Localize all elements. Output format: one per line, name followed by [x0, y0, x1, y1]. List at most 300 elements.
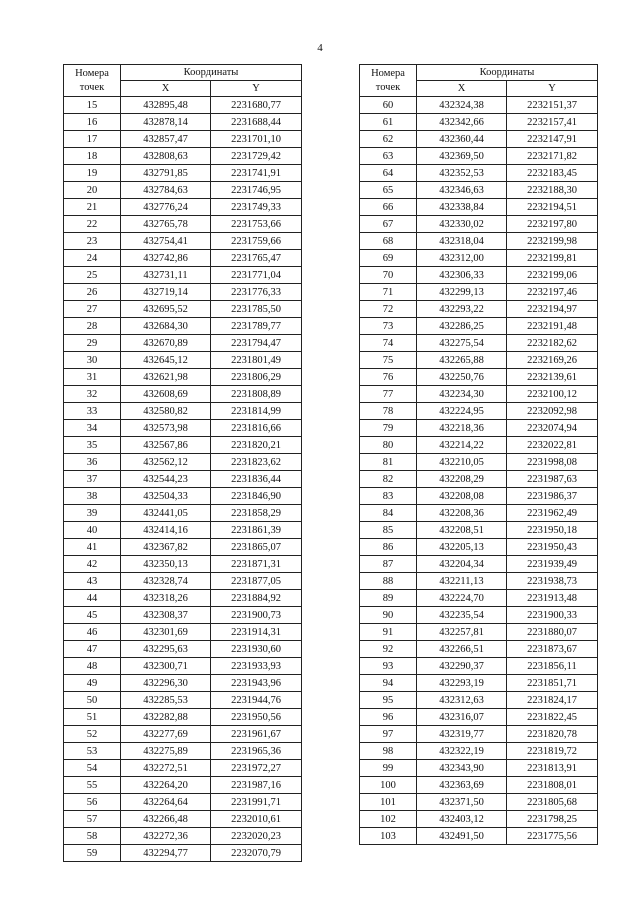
x-coordinate-cell: 432742,86 [121, 250, 211, 267]
point-number-cell: 53 [64, 743, 121, 760]
point-number-cell: 40 [64, 522, 121, 539]
y-coordinate-cell: 2231822,45 [507, 709, 598, 726]
point-number-cell: 32 [64, 386, 121, 403]
table-row [360, 97, 598, 114]
point-number-cell: 99 [360, 760, 417, 777]
table-row [64, 505, 302, 522]
point-number-cell: 15 [64, 97, 121, 114]
x-coordinate-cell: 432367,82 [121, 539, 211, 556]
y-coordinate-cell: 2231858,29 [211, 505, 302, 522]
y-coordinate-cell: 2232070,79 [211, 845, 302, 862]
table-row [360, 692, 598, 709]
point-number-cell: 83 [360, 488, 417, 505]
point-number-cell: 95 [360, 692, 417, 709]
point-number-cell: 76 [360, 369, 417, 386]
y-coordinate-cell: 2231816,66 [211, 420, 302, 437]
point-number-cell: 17 [64, 131, 121, 148]
table-row [360, 165, 598, 182]
x-coordinate-cell: 432275,89 [121, 743, 211, 760]
point-number-cell: 69 [360, 250, 417, 267]
table-row [360, 522, 598, 539]
x-coordinate-cell: 432441,05 [121, 505, 211, 522]
y-coordinate-cell: 2231846,90 [211, 488, 302, 505]
y-coordinate-cell: 2232171,82 [507, 148, 598, 165]
y-coordinate-cell: 2231794,47 [211, 335, 302, 352]
y-coordinate-cell: 2231962,49 [507, 505, 598, 522]
y-coordinate-cell: 2231729,42 [211, 148, 302, 165]
table-row [64, 607, 302, 624]
point-number-header-line1: Номера [75, 67, 109, 79]
x-coordinate-cell: 432670,89 [121, 335, 211, 352]
table-row [360, 556, 598, 573]
point-number-cell: 64 [360, 165, 417, 182]
y-coordinate-cell: 2231701,10 [211, 131, 302, 148]
x-coordinate-cell: 432234,30 [417, 386, 507, 403]
x-coordinate-cell: 432282,88 [121, 709, 211, 726]
table-row [64, 165, 302, 182]
point-number-cell: 19 [64, 165, 121, 182]
point-number-cell: 23 [64, 233, 121, 250]
y-column-header: Y [507, 81, 598, 97]
point-number-cell: 79 [360, 420, 417, 437]
table-row [360, 641, 598, 658]
point-number-cell: 57 [64, 811, 121, 828]
x-coordinate-cell: 432301,69 [121, 624, 211, 641]
y-coordinate-cell: 2232199,81 [507, 250, 598, 267]
table-row [360, 148, 598, 165]
table-row [360, 454, 598, 471]
point-number-cell: 71 [360, 284, 417, 301]
y-coordinate-cell: 2231785,50 [211, 301, 302, 318]
y-coordinate-cell: 2231961,67 [211, 726, 302, 743]
y-coordinate-cell: 2231877,05 [211, 573, 302, 590]
y-coordinate-cell: 2231900,73 [211, 607, 302, 624]
point-number-cell: 84 [360, 505, 417, 522]
table-row [64, 760, 302, 777]
x-coordinate-cell: 432224,70 [417, 590, 507, 607]
x-coordinate-cell: 432235,54 [417, 607, 507, 624]
table-row [64, 488, 302, 505]
y-coordinate-cell: 2231865,07 [211, 539, 302, 556]
x-coordinate-cell: 432264,20 [121, 777, 211, 794]
x-coordinate-cell: 432544,23 [121, 471, 211, 488]
y-coordinate-cell: 2232197,80 [507, 216, 598, 233]
point-number-cell: 77 [360, 386, 417, 403]
y-coordinate-cell: 2231836,44 [211, 471, 302, 488]
point-number-cell: 88 [360, 573, 417, 590]
x-coordinate-cell: 432562,12 [121, 454, 211, 471]
table-row [64, 743, 302, 760]
point-number-cell: 59 [64, 845, 121, 862]
y-coordinate-cell: 2232022,81 [507, 437, 598, 454]
table-row [64, 233, 302, 250]
table-row [360, 335, 598, 352]
y-coordinate-cell: 2231861,39 [211, 522, 302, 539]
point-number-cell: 93 [360, 658, 417, 675]
x-coordinate-cell: 432290,37 [417, 658, 507, 675]
table-row [64, 590, 302, 607]
x-coordinate-cell: 432878,14 [121, 114, 211, 131]
point-number-cell: 102 [360, 811, 417, 828]
y-coordinate-cell: 2231759,66 [211, 233, 302, 250]
point-number-cell: 91 [360, 624, 417, 641]
point-number-cell: 86 [360, 539, 417, 556]
y-coordinate-cell: 2231972,27 [211, 760, 302, 777]
x-coordinate-cell: 432573,98 [121, 420, 211, 437]
table-row [360, 216, 598, 233]
y-coordinate-cell: 2232100,12 [507, 386, 598, 403]
point-number-cell: 56 [64, 794, 121, 811]
x-coordinate-cell: 432211,13 [417, 573, 507, 590]
y-coordinate-cell: 2231813,91 [507, 760, 598, 777]
coordinates-table-right [359, 64, 598, 845]
x-coordinate-cell: 432218,36 [417, 420, 507, 437]
point-number-header-line2: точек [375, 81, 401, 93]
point-number-cell: 82 [360, 471, 417, 488]
table-row [64, 454, 302, 471]
x-coordinate-cell: 432275,54 [417, 335, 507, 352]
point-number-cell: 94 [360, 675, 417, 692]
point-number-cell: 39 [64, 505, 121, 522]
x-coordinate-cell: 432208,51 [417, 522, 507, 539]
x-coordinate-cell: 432312,00 [417, 250, 507, 267]
table-row [360, 709, 598, 726]
point-number-cell: 58 [64, 828, 121, 845]
y-coordinate-cell: 2231965,36 [211, 743, 302, 760]
point-number-cell: 90 [360, 607, 417, 624]
point-number-cell: 62 [360, 131, 417, 148]
y-coordinate-cell: 2231998,08 [507, 454, 598, 471]
table-row [64, 641, 302, 658]
table-row [360, 505, 598, 522]
point-number-cell: 78 [360, 403, 417, 420]
y-coordinate-cell: 2231808,89 [211, 386, 302, 403]
y-coordinate-cell: 2232092,98 [507, 403, 598, 420]
table-row [64, 845, 302, 862]
table-row [64, 114, 302, 131]
y-column-header: Y [211, 81, 302, 97]
x-coordinate-cell: 432371,50 [417, 794, 507, 811]
table-row [64, 131, 302, 148]
point-number-cell: 22 [64, 216, 121, 233]
point-number-cell: 61 [360, 114, 417, 131]
x-coordinate-cell: 432312,63 [417, 692, 507, 709]
x-coordinate-cell: 432277,69 [121, 726, 211, 743]
y-coordinate-cell: 2231798,25 [507, 811, 598, 828]
x-coordinate-cell: 432308,37 [121, 607, 211, 624]
table-row [360, 250, 598, 267]
point-number-cell: 41 [64, 539, 121, 556]
y-coordinate-cell: 2231801,49 [211, 352, 302, 369]
y-coordinate-cell: 2232188,30 [507, 182, 598, 199]
point-number-header-line1: Номера [371, 67, 405, 79]
x-coordinate-cell: 432414,16 [121, 522, 211, 539]
x-coordinate-cell: 432684,30 [121, 318, 211, 335]
table-row [360, 675, 598, 692]
y-coordinate-cell: 2231851,71 [507, 675, 598, 692]
y-coordinate-cell: 2232182,62 [507, 335, 598, 352]
x-coordinate-cell: 432306,33 [417, 267, 507, 284]
x-coordinate-cell: 432318,04 [417, 233, 507, 250]
point-number-cell: 21 [64, 199, 121, 216]
point-number-cell: 26 [64, 284, 121, 301]
y-coordinate-cell: 2231943,96 [211, 675, 302, 692]
table-row [360, 301, 598, 318]
table-row [360, 131, 598, 148]
y-coordinate-cell: 2231820,78 [507, 726, 598, 743]
table-row [64, 148, 302, 165]
coordinates-header: Координаты [121, 65, 302, 81]
point-number-cell: 24 [64, 250, 121, 267]
table-row [360, 284, 598, 301]
x-coordinate-cell: 432299,13 [417, 284, 507, 301]
y-coordinate-cell: 2231871,31 [211, 556, 302, 573]
point-number-cell: 89 [360, 590, 417, 607]
table-row [64, 267, 302, 284]
point-number-cell: 68 [360, 233, 417, 250]
point-number-cell: 54 [64, 760, 121, 777]
y-coordinate-cell: 2231789,77 [211, 318, 302, 335]
x-coordinate-cell: 432319,77 [417, 726, 507, 743]
page-number: 4 [317, 42, 323, 54]
y-coordinate-cell: 2231880,07 [507, 624, 598, 641]
x-coordinate-cell: 432352,53 [417, 165, 507, 182]
point-number-cell: 31 [64, 369, 121, 386]
x-coordinate-cell: 432343,90 [417, 760, 507, 777]
table-row [64, 420, 302, 437]
table-row [64, 624, 302, 641]
table-row [64, 335, 302, 352]
point-number-cell: 25 [64, 267, 121, 284]
x-coordinate-cell: 432567,86 [121, 437, 211, 454]
y-coordinate-cell: 2231741,91 [211, 165, 302, 182]
x-coordinate-cell: 432338,84 [417, 199, 507, 216]
table-row [64, 675, 302, 692]
point-number-cell: 37 [64, 471, 121, 488]
point-number-cell: 36 [64, 454, 121, 471]
y-coordinate-cell: 2231939,49 [507, 556, 598, 573]
y-coordinate-cell: 2232183,45 [507, 165, 598, 182]
point-number-cell: 70 [360, 267, 417, 284]
y-coordinate-cell: 2231930,60 [211, 641, 302, 658]
y-coordinate-cell: 2231950,56 [211, 709, 302, 726]
point-number-cell: 16 [64, 114, 121, 131]
y-coordinate-cell: 2231950,18 [507, 522, 598, 539]
x-coordinate-cell: 432719,14 [121, 284, 211, 301]
point-number-cell: 73 [360, 318, 417, 335]
table-row [360, 233, 598, 250]
y-coordinate-cell: 2231688,44 [211, 114, 302, 131]
point-number-cell: 35 [64, 437, 121, 454]
point-number-cell: 50 [64, 692, 121, 709]
table-row [64, 97, 302, 114]
point-number-cell: 28 [64, 318, 121, 335]
x-coordinate-cell: 432346,63 [417, 182, 507, 199]
y-coordinate-cell: 2232169,26 [507, 352, 598, 369]
point-number-cell: 30 [64, 352, 121, 369]
y-coordinate-cell: 2232194,97 [507, 301, 598, 318]
x-coordinate-cell: 432316,07 [417, 709, 507, 726]
y-coordinate-cell: 2231950,43 [507, 539, 598, 556]
y-coordinate-cell: 2231775,56 [507, 828, 598, 845]
y-coordinate-cell: 2232010,61 [211, 811, 302, 828]
point-number-cell: 46 [64, 624, 121, 641]
x-coordinate-cell: 432342,66 [417, 114, 507, 131]
y-coordinate-cell: 2231900,33 [507, 607, 598, 624]
table-row [360, 743, 598, 760]
y-coordinate-cell: 2231824,17 [507, 692, 598, 709]
point-number-cell: 20 [64, 182, 121, 199]
point-number-cell: 44 [64, 590, 121, 607]
x-coordinate-cell: 432214,22 [417, 437, 507, 454]
y-coordinate-cell: 2231914,31 [211, 624, 302, 641]
x-coordinate-cell: 432210,05 [417, 454, 507, 471]
y-coordinate-cell: 2231753,66 [211, 216, 302, 233]
table-row [64, 386, 302, 403]
y-coordinate-cell: 2232147,91 [507, 131, 598, 148]
x-coordinate-cell: 432296,30 [121, 675, 211, 692]
x-coordinate-cell: 432808,63 [121, 148, 211, 165]
table-row [64, 522, 302, 539]
y-coordinate-cell: 2232197,46 [507, 284, 598, 301]
table-row [64, 811, 302, 828]
table-row [64, 352, 302, 369]
y-coordinate-cell: 2232199,98 [507, 233, 598, 250]
y-coordinate-cell: 2231680,77 [211, 97, 302, 114]
x-coordinate-cell: 432208,08 [417, 488, 507, 505]
table-row [64, 216, 302, 233]
y-coordinate-cell: 2231986,37 [507, 488, 598, 505]
x-coordinate-cell: 432350,13 [121, 556, 211, 573]
table-row [360, 590, 598, 607]
point-number-cell: 92 [360, 641, 417, 658]
point-number-cell: 74 [360, 335, 417, 352]
y-coordinate-cell: 2232157,41 [507, 114, 598, 131]
table-row [64, 658, 302, 675]
x-coordinate-cell: 432363,69 [417, 777, 507, 794]
x-coordinate-cell: 432330,02 [417, 216, 507, 233]
x-coordinate-cell: 432895,48 [121, 97, 211, 114]
table-row [360, 488, 598, 505]
x-coordinate-cell: 432286,25 [417, 318, 507, 335]
point-number-cell: 100 [360, 777, 417, 794]
point-number-header-line2: точек [79, 81, 105, 93]
y-coordinate-cell: 2231944,76 [211, 692, 302, 709]
table-row [360, 318, 598, 335]
point-number-cell: 72 [360, 301, 417, 318]
point-number-cell: 75 [360, 352, 417, 369]
table-row [64, 199, 302, 216]
x-coordinate-cell: 432328,74 [121, 573, 211, 590]
point-number-cell: 60 [360, 97, 417, 114]
table-row [64, 182, 302, 199]
x-column-header: X [417, 81, 507, 97]
table-row [360, 114, 598, 131]
x-coordinate-cell: 432285,53 [121, 692, 211, 709]
table-row [360, 658, 598, 675]
x-coordinate-cell: 432491,50 [417, 828, 507, 845]
coordinates-rows-right [360, 97, 598, 845]
table-row [360, 794, 598, 811]
x-coordinate-cell: 432293,22 [417, 301, 507, 318]
point-number-cell: 33 [64, 403, 121, 420]
table-row [64, 471, 302, 488]
coordinates-rows-left [64, 97, 302, 862]
point-number-cell: 55 [64, 777, 121, 794]
x-coordinate-cell: 432791,85 [121, 165, 211, 182]
x-coordinate-cell: 432264,64 [121, 794, 211, 811]
table-row [64, 318, 302, 335]
point-number-cell: 18 [64, 148, 121, 165]
y-coordinate-cell: 2231749,33 [211, 199, 302, 216]
x-coordinate-cell: 432300,71 [121, 658, 211, 675]
point-number-cell: 103 [360, 828, 417, 845]
x-coordinate-cell: 432266,51 [417, 641, 507, 658]
point-number-cell: 43 [64, 573, 121, 590]
table-row [360, 811, 598, 828]
y-coordinate-cell: 2231823,62 [211, 454, 302, 471]
y-coordinate-cell: 2231776,33 [211, 284, 302, 301]
y-coordinate-cell: 2231819,72 [507, 743, 598, 760]
x-coordinate-cell: 432318,26 [121, 590, 211, 607]
y-coordinate-cell: 2231771,04 [211, 267, 302, 284]
y-coordinate-cell: 2231933,93 [211, 658, 302, 675]
point-number-cell: 52 [64, 726, 121, 743]
y-coordinate-cell: 2232199,06 [507, 267, 598, 284]
point-number-cell: 80 [360, 437, 417, 454]
y-coordinate-cell: 2231987,63 [507, 471, 598, 488]
table-row [360, 352, 598, 369]
y-coordinate-cell: 2232139,61 [507, 369, 598, 386]
point-number-header [64, 65, 121, 97]
point-number-cell: 34 [64, 420, 121, 437]
point-number-cell: 101 [360, 794, 417, 811]
table-row [64, 573, 302, 590]
table-row [64, 692, 302, 709]
table-row [64, 726, 302, 743]
point-number-cell: 27 [64, 301, 121, 318]
table-row [360, 369, 598, 386]
y-coordinate-cell: 2231806,29 [211, 369, 302, 386]
table-row [64, 301, 302, 318]
x-coordinate-cell: 432403,12 [417, 811, 507, 828]
point-number-cell: 63 [360, 148, 417, 165]
x-coordinate-cell: 432208,29 [417, 471, 507, 488]
x-coordinate-cell: 432580,82 [121, 403, 211, 420]
x-coordinate-cell: 432784,63 [121, 182, 211, 199]
coordinates-table-left [63, 64, 302, 862]
point-number-cell: 87 [360, 556, 417, 573]
table-row [64, 777, 302, 794]
table-row [360, 267, 598, 284]
point-number-cell: 85 [360, 522, 417, 539]
table-row [64, 284, 302, 301]
x-coordinate-cell: 432695,52 [121, 301, 211, 318]
point-number-cell: 42 [64, 556, 121, 573]
table-row [360, 420, 598, 437]
y-coordinate-cell: 2232194,51 [507, 199, 598, 216]
table-row [64, 539, 302, 556]
y-coordinate-cell: 2232191,48 [507, 318, 598, 335]
y-coordinate-cell: 2231938,73 [507, 573, 598, 590]
table-row [360, 437, 598, 454]
x-coordinate-cell: 432369,50 [417, 148, 507, 165]
coordinates-header: Координаты [417, 65, 598, 81]
point-number-cell: 65 [360, 182, 417, 199]
table-row [360, 726, 598, 743]
x-column-header: X [121, 81, 211, 97]
y-coordinate-cell: 2232020,23 [211, 828, 302, 845]
